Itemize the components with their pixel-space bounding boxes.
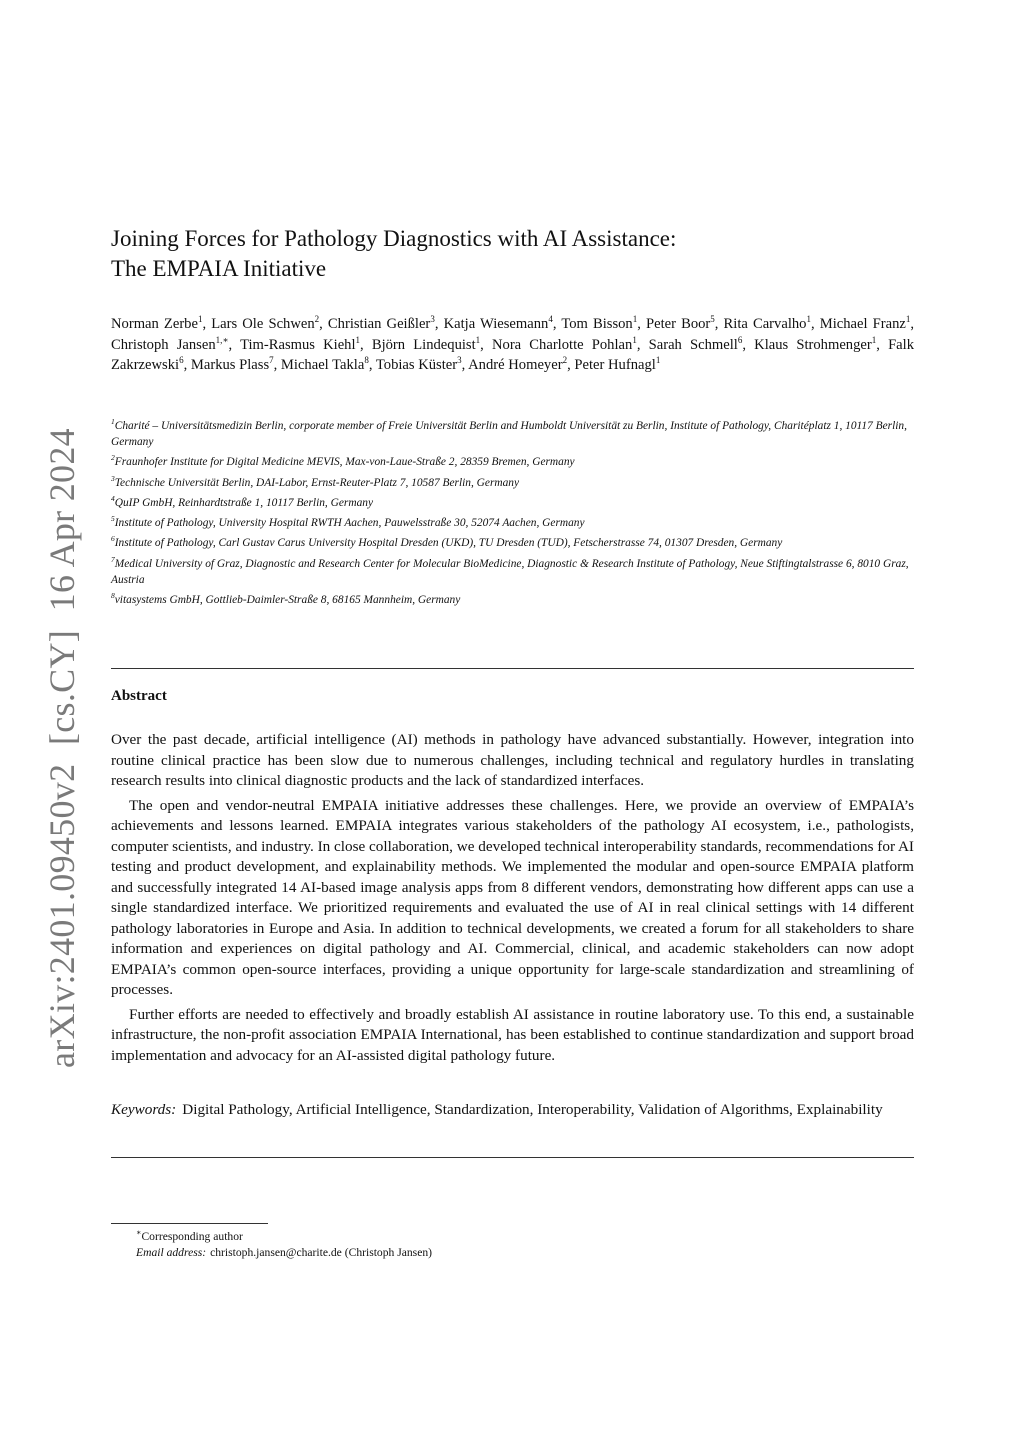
author [328,316,435,332]
author-affiliation-mark: 1 [632,314,638,325]
author-name: Michael Takla [280,357,365,374]
affiliation [111,418,914,450]
affiliation-number: 4 [111,494,115,504]
author-affiliation-mark: 2 [314,314,320,325]
abstract-paragraph-1: Over the past decade, artificial intelligence (AI) methods in pathology have advanced substantially. However, integration into routine clinical practice has been slow due to numerous challenges, including technical and regulatory hurdles in translating research results into clinical diagnostic products and the lack of standardized interfaces. [111,731,914,789]
author [240,334,361,353]
email-note [136,1245,896,1261]
affiliation [111,475,914,491]
author-affiliation-mark: 1 [632,334,637,345]
affiliation [111,556,914,588]
author-name: Peter Hufnagl [574,357,656,374]
author [211,316,319,332]
affiliation-text: Medical University of Graz, Diagnostic and Research Center for Molecular BioMedicine, Diagnostic & Research Institute of Pathology, Neue Stiftingtalstrasse 6, 8010 Graz, Austria [111,557,909,586]
author [468,357,567,373]
author-affiliation-mark: 5 [710,314,715,325]
author [820,316,911,332]
author-affiliation-mark: 6 [737,334,743,345]
affiliation-text: Fraunhofer Institute for Digital Medicine MEVIS, Max-von-Laue-Straße 2, 28359 Bremen, Germany [114,456,575,469]
abstract-paragraph-3: Further efforts are needed to effectively and broadly establish AI assistance in routine laboratory use. To this end, a sustainable infrastructure, the non-profit association EMPAIA International, has been established to continue standardization and support broad implementation and advocacy for an AI-assisted digital pathology future. [111,1005,914,1064]
author [648,334,743,353]
arxiv-stamp: arXiv:2401.09450v2 [cs.CY] 16 Apr 2024 [42,428,82,1068]
author-affiliation-mark: 1 [475,334,481,345]
author-affiliation-mark: 1 [806,314,811,325]
affiliation-text: Technische Universität Berlin, DAI-Labor, Ernst-Reuter-Platz 7, 10587 Berlin, Germany [114,476,520,489]
author-affiliation-mark: 3 [457,355,462,366]
author-name: Tom Bisson [561,316,633,332]
author-name: André Homeyer [468,357,563,374]
affiliation-text: QuIP GmbH, Reinhardtstraße 1, 10117 Berlin, Germany [114,496,374,509]
email-address[interactable]: christoph.jansen@charite.de (Christoph Jansen) [210,1246,432,1259]
author-name: Norman Zerbe [111,316,198,332]
corresponding-author-note [136,1229,896,1245]
affiliation [111,454,914,470]
author-affiliation-mark: 3 [430,314,435,325]
affiliation-number: 8 [111,591,115,601]
author [111,316,202,332]
author-name: Björn Lindequist [371,336,476,353]
abstract-paragraph-2: The open and vendor-neutral EMPAIA initiative addresses these challenges. Here, we provide an overview of EMPAIA’s achievements and lessons learned. EMPAIA integrates various stakeholders of the pathology AI ecosystem, i.e., pathologists, computer scientists, and industry. In close collaboration, we developed technical interoperability standards, recommendations for AI testing and product development, and explainability methods. We implemented the modular and open-source EMPAIA platform and successfully integrated 14 AI-based image analysis apps from 8 different vendors, demonstrating how different apps can use a single standardized interface. We prioritized requirements and evaluated the use of AI in real clinical settings with 14 different pathology laboratories in Europe and Asia. In addition to technical developments, we created a forum for all stakeholders to share information and experiences on digital pathology and AI. Commercial, clinical, and academic stakeholders can now adopt EMPAIA’s common open-source interfaces, providing a unique opportunity for large-scale standardization and streamlining of processes. [111,796,914,998]
email-label: Email address: [136,1246,207,1259]
footnote-mark: ∗ [136,1228,142,1238]
author-affiliation-mark: 8 [364,355,369,366]
affiliation-number: 2 [111,453,115,463]
affiliation [111,535,914,551]
affiliation-number: 6 [111,534,115,544]
author-affiliation-mark: 6 [179,355,184,366]
author-name: Klaus Strohmenger [754,336,872,353]
affiliation-list [111,418,914,612]
author-affiliation-mark: 1 [197,314,203,325]
author-name: Christian Geißler [327,316,431,332]
author [754,334,877,353]
author-affiliation-mark: 1 [871,334,877,345]
author-name: Nora Charlotte Pohlan [491,336,633,353]
affiliation-number: 1 [111,417,115,427]
author [371,334,481,353]
author-name: Tobias Küster [375,357,458,374]
affiliation-text: Charité – Universitätsmedizin Berlin, corporate member of Freie Universität Berlin and Humboldt Universität zu Berlin, Institute of Pathology, Charitéplatz 1, 10117 Berlin, Germany [111,420,907,448]
paper-title [111,224,914,284]
author [724,316,811,332]
affiliation-text: vitasystems GmbH, Gottlieb-Daimler-Straße 8, 68165 Mannheim, Germany [114,594,461,607]
footnote-divider [111,1223,268,1224]
affiliation-number: 7 [111,554,115,564]
author [574,357,660,373]
author [191,357,274,373]
corresponding-author-label: Corresponding author [141,1230,243,1243]
author-name: Sarah Schmell [648,336,738,353]
affiliation-number: 5 [111,514,115,524]
affiliation [111,592,914,608]
author [376,357,462,373]
affiliation-text: Institute of Pathology, Carl Gustav Carus University Hospital Dresden (UKD), TU Dresden (TUD), Fetscherstrasse 74, 01307 Dresden, Germany [114,537,783,550]
author-list: Norman Zerbe$^1$, Lars Ole Schwen$^2$, Christian Geißler$^3$, Katja Wiesemann$^4$, Tom Bisson$^1$, Peter Boor$^5$, Rita Carvalho$^1$, Michael Franz$^1$, Christoph Jansen$^{1,∗}$, Tim-Rasmus Kiehl$^1$, Björn Lindequist$^1$, Nora Charlotte Pohlan$^1$, Sarah Schmell$^6$, Klaus Strohmenger$^1$, Falk Zakrzewski$^6$, Markus Plass$^7$, Michael Takla$^8$, Tobias Küster$^3$, André Homeyer$^2$, Peter Hufnagl$^1$ [111,314,915,374]
author-affiliation-mark: 7 [269,355,274,366]
affiliation [111,495,914,511]
author-name: Peter Boor [646,316,711,332]
author-affiliation-mark: 1 [905,314,911,325]
author [444,316,553,332]
keywords-text: Digital Pathology, Artificial Intelligence, Standardization, Interoperability, Validation of Algorithms, Explainability [182,1101,883,1118]
affiliation [111,515,914,531]
affiliation-number: 3 [111,473,115,483]
abstract-heading: Abstract [111,688,167,704]
keywords-label: Keywords: [111,1101,177,1118]
title-line-1: Joining Forces for Pathology Diagnostics with AI Assistance: [111,226,677,251]
affiliation-text: Institute of Pathology, University Hospital RWTH Aachen, Pauwelsstraße 30, 52074 Aachen, Germany [114,517,585,530]
abstract-body [111,730,914,1070]
keywords [111,1100,914,1121]
author-name: Michael Franz [819,316,906,332]
author-name: Katja Wiesemann [443,316,549,332]
author-name: Rita Carvalho [723,316,807,332]
author-name: Christoph Jansen [111,336,216,353]
author-affiliation-mark: 2 [562,355,568,366]
author-name: Lars Ole Schwen [211,316,315,332]
author [281,357,369,373]
title-line-2: The EMPAIA Initiative [111,256,327,281]
author-name: Falk Zakrzewski [111,336,915,374]
author-affiliation-mark: 1,∗ [215,334,229,345]
author [646,316,715,332]
author-name: Tim-Rasmus Kiehl [240,336,356,353]
author-name: Markus Plass [190,357,270,374]
author-affiliation-mark: 4 [548,314,553,325]
bottom-divider [111,1157,914,1158]
author [561,316,637,332]
author [111,334,229,353]
author-affiliation-mark: 1 [355,334,361,345]
top-divider [111,668,914,669]
footnotes [136,1229,896,1261]
author-affiliation-mark: 1 [655,355,661,366]
author [491,334,637,353]
